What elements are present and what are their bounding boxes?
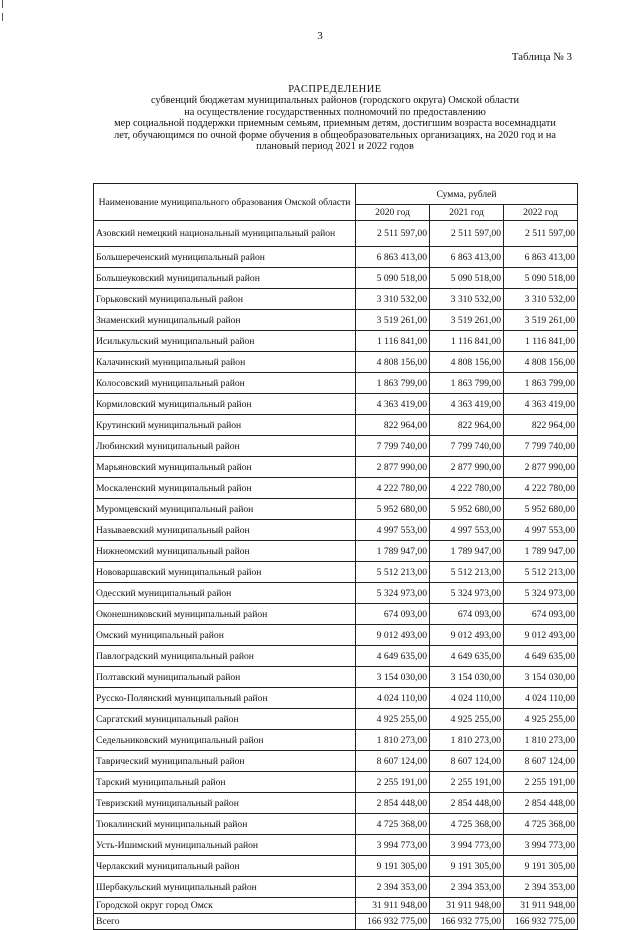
amount-2020: 3 519 261,00 — [356, 310, 430, 331]
municipality-name: Всего — [94, 914, 356, 930]
amount-2020: 2 255 191,00 — [356, 772, 430, 793]
amount-2021: 4 997 553,00 — [430, 520, 504, 541]
amount-2020: 7 799 740,00 — [356, 436, 430, 457]
amount-2020: 6 863 413,00 — [356, 247, 430, 268]
year-header: 2020 год — [356, 205, 430, 221]
amount-2020: 1 789 947,00 — [356, 541, 430, 562]
table-row — [94, 415, 578, 436]
amount-2020: 2 877 990,00 — [356, 457, 430, 478]
amount-2022: 1 863 799,00 — [504, 373, 578, 394]
table-row — [94, 373, 578, 394]
amount-2020: 4 222 780,00 — [356, 478, 430, 499]
table-row — [94, 814, 578, 835]
col-name-header: Наименование муниципального образования Омской области — [94, 184, 356, 221]
amount-2021: 2 877 990,00 — [430, 457, 504, 478]
table-row — [94, 478, 578, 499]
municipality-name: Одесский муниципальный район — [94, 583, 356, 604]
amount-2020: 166 932 775,00 — [356, 914, 430, 930]
amount-2020: 4 925 255,00 — [356, 709, 430, 730]
municipality-name: Таврический муниципальный район — [94, 751, 356, 772]
amount-2020: 674 093,00 — [356, 604, 430, 625]
municipality-name: Черлакский муниципальный район — [94, 856, 356, 877]
amount-2021: 9 191 305,00 — [430, 856, 504, 877]
heading-line: субвенций бюджетам муниципальных районов (городского округа) Омской области — [151, 95, 519, 107]
amount-2022: 2 255 191,00 — [504, 772, 578, 793]
amount-2020: 5 512 213,00 — [356, 562, 430, 583]
municipality-name: Нижнеомский муниципальный район — [94, 541, 356, 562]
amount-2020: 3 310 532,00 — [356, 289, 430, 310]
amount-2021: 3 994 773,00 — [430, 835, 504, 856]
table-row — [94, 793, 578, 814]
table-row — [94, 331, 578, 352]
amount-2020: 1 810 273,00 — [356, 730, 430, 751]
table-row — [94, 457, 578, 478]
year-header: 2022 год — [504, 205, 578, 221]
municipality-name: Большеуковский муниципальный район — [94, 268, 356, 289]
amount-2021: 4 222 780,00 — [430, 478, 504, 499]
amount-2021: 4 725 368,00 — [430, 814, 504, 835]
amount-2022: 1 116 841,00 — [504, 331, 578, 352]
municipality-name: Горьковский муниципальный район — [94, 289, 356, 310]
heading-line: на осуществление государственных полномочий по предоставлению — [184, 106, 486, 118]
distribution-table — [93, 183, 578, 930]
table-row — [94, 604, 578, 625]
municipality-name: Тевризский муниципальный район — [94, 793, 356, 814]
municipality-name: Седельниковский муниципальный район — [94, 730, 356, 751]
table-row — [94, 499, 578, 520]
table-row — [94, 583, 578, 604]
amount-2022: 4 024 110,00 — [504, 688, 578, 709]
amount-2021: 674 093,00 — [430, 604, 504, 625]
margin-mark — [2, 13, 3, 21]
municipality-name: Омский муниципальный район — [94, 625, 356, 646]
amount-2020: 9 191 305,00 — [356, 856, 430, 877]
amount-2021: 7 799 740,00 — [430, 436, 504, 457]
amount-2021: 3 519 261,00 — [430, 310, 504, 331]
amount-2022: 5 952 680,00 — [504, 499, 578, 520]
amount-2022: 4 997 553,00 — [504, 520, 578, 541]
table-row — [94, 562, 578, 583]
amount-2021: 31 911 948,00 — [430, 898, 504, 914]
amount-2022: 1 789 947,00 — [504, 541, 578, 562]
amount-2022: 3 519 261,00 — [504, 310, 578, 331]
margin-mark — [2, 0, 3, 8]
amount-2022: 9 012 493,00 — [504, 625, 578, 646]
amount-2022: 4 222 780,00 — [504, 478, 578, 499]
municipality-name: Полтавский муниципальный район — [94, 667, 356, 688]
municipality-name: Нововаршавский муниципальный район — [94, 562, 356, 583]
col-sum-header: Сумма, рублей — [356, 184, 578, 205]
amount-2020: 1 863 799,00 — [356, 373, 430, 394]
table-row — [94, 856, 578, 877]
amount-2022: 4 363 419,00 — [504, 394, 578, 415]
municipality-name: Знаменский муниципальный район — [94, 310, 356, 331]
total-row — [94, 914, 578, 930]
table-row — [94, 751, 578, 772]
table-body — [94, 221, 578, 930]
amount-2022: 2 511 597,00 — [504, 221, 578, 247]
table-row — [94, 667, 578, 688]
amount-2022: 3 310 532,00 — [504, 289, 578, 310]
amount-2020: 5 324 973,00 — [356, 583, 430, 604]
amount-2020: 4 363 419,00 — [356, 394, 430, 415]
amount-2022: 5 324 973,00 — [504, 583, 578, 604]
amount-2020: 1 116 841,00 — [356, 331, 430, 352]
table-number: Таблица № 3 — [511, 51, 572, 63]
amount-2022: 5 512 213,00 — [504, 562, 578, 583]
table-row — [94, 352, 578, 373]
table-row — [94, 268, 578, 289]
municipality-name: Исилькульский муниципальный район — [94, 331, 356, 352]
amount-2022: 2 394 353,00 — [504, 877, 578, 898]
table-row — [94, 625, 578, 646]
municipality-name: Называевский муниципальный район — [94, 520, 356, 541]
municipality-name: Любинский муниципальный район — [94, 436, 356, 457]
amount-2022: 166 932 775,00 — [504, 914, 578, 930]
amount-2022: 3 154 030,00 — [504, 667, 578, 688]
amount-2022: 8 607 124,00 — [504, 751, 578, 772]
amount-2021: 8 607 124,00 — [430, 751, 504, 772]
municipality-name: Усть-Ишимский муниципальный район — [94, 835, 356, 856]
amount-2022: 4 649 635,00 — [504, 646, 578, 667]
amount-2021: 4 808 156,00 — [430, 352, 504, 373]
amount-2022: 9 191 305,00 — [504, 856, 578, 877]
amount-2020: 8 607 124,00 — [356, 751, 430, 772]
amount-2021: 5 324 973,00 — [430, 583, 504, 604]
amount-2022: 2 854 448,00 — [504, 793, 578, 814]
amount-2021: 4 363 419,00 — [430, 394, 504, 415]
table-row — [94, 646, 578, 667]
table-row — [94, 310, 578, 331]
municipality-name: Колосовский муниципальный район — [94, 373, 356, 394]
page-number: 3 — [317, 30, 323, 42]
amount-2021: 1 810 273,00 — [430, 730, 504, 751]
amount-2021: 2 394 353,00 — [430, 877, 504, 898]
amount-2021: 2 511 597,00 — [430, 221, 504, 247]
amount-2021: 4 925 255,00 — [430, 709, 504, 730]
amount-2022: 3 994 773,00 — [504, 835, 578, 856]
heading-title: РАСПРЕДЕЛЕНИЕ — [288, 84, 382, 95]
amount-2020: 4 808 156,00 — [356, 352, 430, 373]
table-row — [94, 772, 578, 793]
municipality-name: Тюкалинский муниципальный район — [94, 814, 356, 835]
amount-2021: 3 310 532,00 — [430, 289, 504, 310]
table-row — [94, 247, 578, 268]
amount-2022: 4 808 156,00 — [504, 352, 578, 373]
municipality-name: Азовский немецкий национальный муниципальный район — [94, 221, 356, 247]
amount-2022: 822 964,00 — [504, 415, 578, 436]
amount-2020: 2 854 448,00 — [356, 793, 430, 814]
amount-2022: 2 877 990,00 — [504, 457, 578, 478]
amount-2021: 166 932 775,00 — [430, 914, 504, 930]
amount-2022: 5 090 518,00 — [504, 268, 578, 289]
amount-2020: 4 725 368,00 — [356, 814, 430, 835]
amount-2022: 6 863 413,00 — [504, 247, 578, 268]
amount-2020: 2 511 597,00 — [356, 221, 430, 247]
amount-2020: 3 994 773,00 — [356, 835, 430, 856]
municipality-name: Русско-Полянский муниципальный район — [94, 688, 356, 709]
amount-2021: 5 090 518,00 — [430, 268, 504, 289]
municipality-name: Крутинский муниципальный район — [94, 415, 356, 436]
amount-2021: 822 964,00 — [430, 415, 504, 436]
table-row — [94, 541, 578, 562]
table-row — [94, 709, 578, 730]
amount-2021: 1 863 799,00 — [430, 373, 504, 394]
table-row — [94, 520, 578, 541]
table-row — [94, 877, 578, 898]
amount-2022: 31 911 948,00 — [504, 898, 578, 914]
amount-2021: 4 024 110,00 — [430, 688, 504, 709]
municipality-name: Шербакульский муниципальный район — [94, 877, 356, 898]
amount-2021: 5 512 213,00 — [430, 562, 504, 583]
amount-2020: 4 997 553,00 — [356, 520, 430, 541]
amount-2020: 5 090 518,00 — [356, 268, 430, 289]
municipality-name: Муромцевский муниципальный район — [94, 499, 356, 520]
amount-2022: 1 810 273,00 — [504, 730, 578, 751]
municipality-name: Тарский муниципальный район — [94, 772, 356, 793]
year-header: 2021 год — [430, 205, 504, 221]
table-row — [94, 436, 578, 457]
amount-2022: 674 093,00 — [504, 604, 578, 625]
municipality-name: Павлоградский муниципальный район — [94, 646, 356, 667]
municipality-name: Оконешниковский муниципальный район — [94, 604, 356, 625]
amount-2021: 9 012 493,00 — [430, 625, 504, 646]
table-row — [94, 730, 578, 751]
amount-2022: 4 725 368,00 — [504, 814, 578, 835]
municipality-name: Марьяновский муниципальный район — [94, 457, 356, 478]
amount-2020: 31 911 948,00 — [356, 898, 430, 914]
heading-line: плановый период 2021 и 2022 годов — [256, 141, 414, 153]
amount-2020: 3 154 030,00 — [356, 667, 430, 688]
table-row — [94, 394, 578, 415]
municipality-name: Калачинский муниципальный район — [94, 352, 356, 373]
amount-2020: 2 394 353,00 — [356, 877, 430, 898]
heading-line: лет, обучающимся по очной форме обучения в общеобразовательных организациях, на 2020 год и на — [114, 129, 556, 141]
municipality-name: Городской округ город Омск — [94, 898, 356, 914]
municipality-name: Москаленский муниципальный район — [94, 478, 356, 499]
amount-2021: 3 154 030,00 — [430, 667, 504, 688]
heading-line: мер социальной поддержки приемным семьям, приемным детям, достигшим возраста восемнадцати — [114, 118, 556, 130]
amount-2021: 2 854 448,00 — [430, 793, 504, 814]
amount-2021: 1 116 841,00 — [430, 331, 504, 352]
table-row — [94, 221, 578, 247]
amount-2020: 9 012 493,00 — [356, 625, 430, 646]
amount-2022: 7 799 740,00 — [504, 436, 578, 457]
amount-2022: 4 925 255,00 — [504, 709, 578, 730]
amount-2020: 822 964,00 — [356, 415, 430, 436]
amount-2020: 4 024 110,00 — [356, 688, 430, 709]
municipality-name: Саргатский муниципальный район — [94, 709, 356, 730]
amount-2021: 1 789 947,00 — [430, 541, 504, 562]
municipality-name: Кормиловский муниципальный район — [94, 394, 356, 415]
amount-2021: 6 863 413,00 — [430, 247, 504, 268]
amount-2020: 4 649 635,00 — [356, 646, 430, 667]
amount-2021: 2 255 191,00 — [430, 772, 504, 793]
amount-2021: 5 952 680,00 — [430, 499, 504, 520]
municipality-name: Большереченский муниципальный район — [94, 247, 356, 268]
table-row — [94, 688, 578, 709]
table-row — [94, 898, 578, 914]
amount-2021: 4 649 635,00 — [430, 646, 504, 667]
document-heading — [90, 84, 580, 152]
table-row — [94, 289, 578, 310]
amount-2020: 5 952 680,00 — [356, 499, 430, 520]
table-row — [94, 835, 578, 856]
